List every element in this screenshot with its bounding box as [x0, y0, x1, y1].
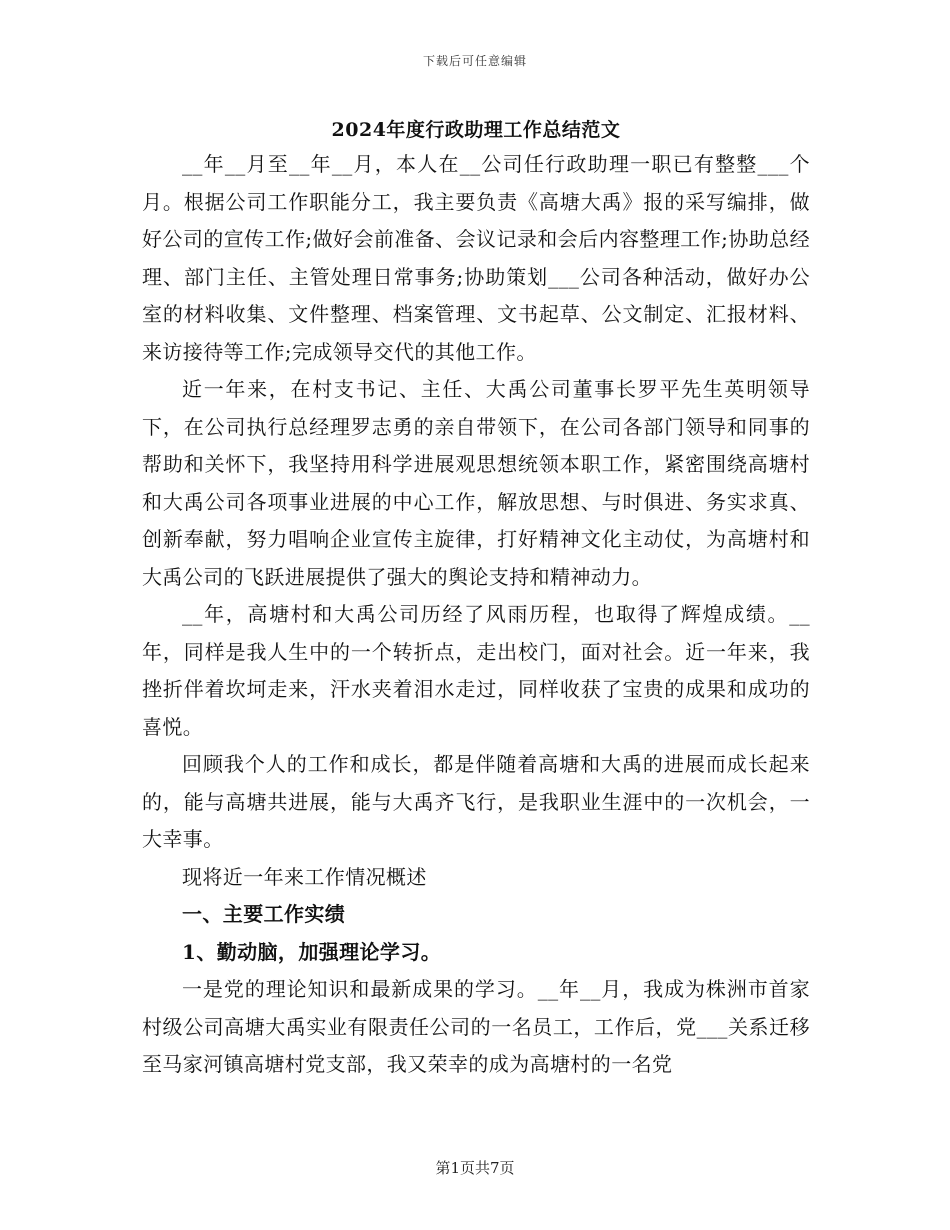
document-body	[142, 114, 810, 1084]
paragraph-intro: __年__月至__年__月，本人在__公司任行政助理一职已有整整___个月。根据公司工作职能分工，我主要负责《高塘大禹》报的采写编排，做好公司的宣传工作;做好会前准备、会议记录和会后内容整理工作;协助总经理、部门主任、主管处理日常事务;协助策划___公司各种活动，做好办公室的材料收集、文件整理、档案管理、文书起草、公文制定、汇报材料、来访接待等工作;完成领导交代的其他工作。	[142, 152, 810, 364]
paragraph-theory-study: 一是党的理论知识和最新成果的学习。__年__月，我成为株洲市首家村级公司高塘大禹实业有限责任公司的一名员工，工作后，党___关系迁移至马家河镇高塘村党支部，我又荣幸的成为高塘村的一名党	[142, 977, 810, 1076]
subsection-heading: 1、勤动脑，加强理论学习。	[182, 939, 442, 964]
paragraph-overview: 现将近一年来工作情况概述	[182, 864, 427, 889]
document-title: 2024年度行政助理工作总结范文	[331, 119, 621, 141]
page-header-note: 下载后可任意编辑	[422, 54, 527, 68]
paragraph-leadership: 近一年来，在村支书记、主任、大禹公司董事长罗平先生英明领导下，在公司执行总经理罗志勇的亲自带领下，在公司各部门领导和同事的帮助和关怀下，我坚持用科学进展观思想统领本职工作，紧密围绕高塘村和大禹公司各项事业进展的中心工作，解放思想、与时俱进、务实求真、创新奉献，努力唱响企业宣传主旋律，打好精神文化主动仗，为高塘村和大禹公司的飞跃进展提供了强大的舆论支持和精神动力。	[142, 377, 810, 589]
page-number: 第1页共7页	[435, 1159, 515, 1177]
section-heading: 一、主要工作实绩	[182, 902, 346, 926]
paragraph-year-review: __年，高塘村和大禹公司历经了风雨历程，也取得了辉煌成绩。__年，同样是我人生中的一个转折点，走出校门，面对社会。近一年来，我挫折伴着坎坷走来，汗水夹着泪水走过，同样收获了宝贵的成果和成功的喜悦。	[142, 602, 810, 739]
paragraph-growth: 回顾我个人的工作和成长，都是伴随着高塘和大禹的进展而成长起来的，能与高塘共进展，能与大禹齐飞行，是我职业生涯中的一次机会，一大幸事。	[142, 752, 810, 851]
